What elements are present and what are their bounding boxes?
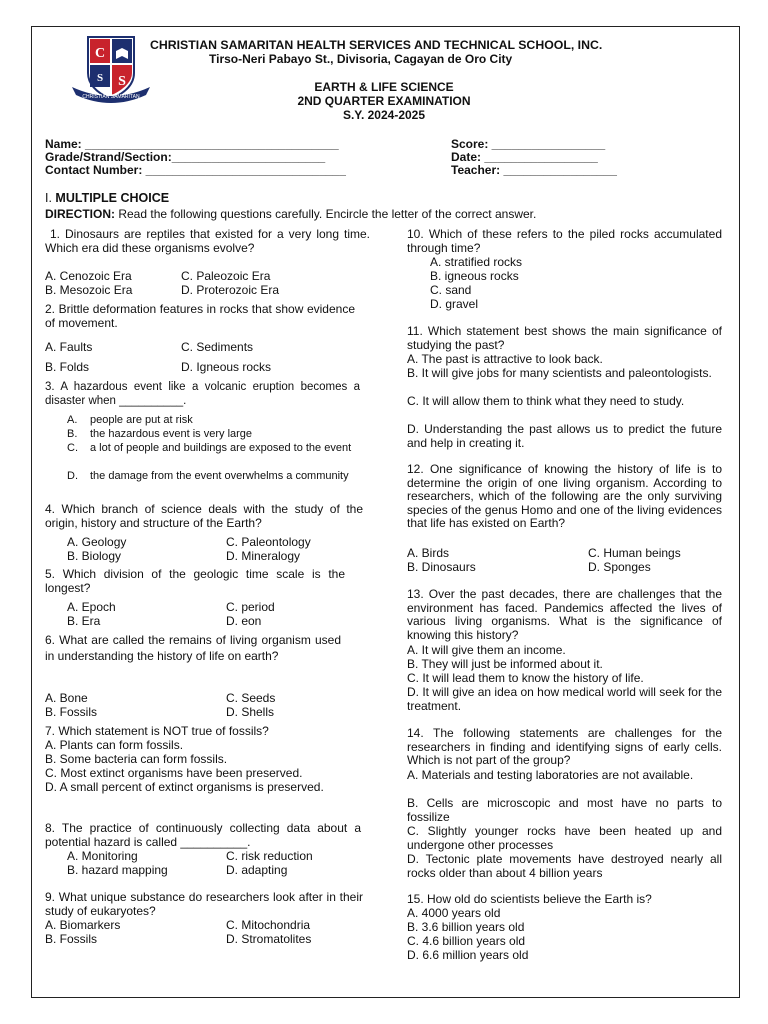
- q11-option-c[interactable]: C. It will allow them to think what they need to study.: [407, 394, 685, 408]
- contact-field[interactable]: Contact Number: ______________________________: [45, 163, 346, 177]
- grade-field[interactable]: Grade/Strand/Section:_______________________: [45, 150, 326, 164]
- q8-option-c[interactable]: C. risk reduction: [226, 849, 313, 863]
- q5-text: 5. Which division of the geologic time scale is the longest?: [45, 567, 345, 595]
- direction-text: Read the following questions carefully. Encircle the letter of the correct answer.: [115, 207, 537, 221]
- q7-text: 7. Which statement is NOT true of fossils?: [45, 724, 269, 738]
- q11-text: 11. Which statement best shows the main significance of studying the past?: [407, 324, 722, 352]
- q6-option-b[interactable]: B. Fossils: [45, 705, 98, 719]
- q3-letter-a[interactable]: A.: [67, 414, 78, 426]
- q10-option-c[interactable]: C. sand: [430, 283, 472, 297]
- q1-option-a[interactable]: A. Cenozoic Era: [45, 269, 132, 283]
- q10-text: 10. Which of these refers to the piled rocks accumulated through time?: [407, 227, 722, 255]
- directions: [45, 208, 536, 222]
- q1-option-c[interactable]: C. Paleozoic Era: [181, 269, 271, 283]
- q5-option-a[interactable]: A. Epoch: [67, 600, 116, 614]
- direction-label: DIRECTION:: [45, 207, 115, 221]
- q9-option-a[interactable]: A. Biomarkers: [45, 918, 121, 932]
- date-field[interactable]: Date: _________________: [451, 150, 598, 164]
- q12-option-d[interactable]: D. Sponges: [588, 560, 651, 574]
- q7-option-d[interactable]: D. A small percent of extinct organisms is preserved.: [45, 780, 324, 794]
- q3-option-c[interactable]: a lot of people and buildings are exposed to the event: [90, 442, 352, 454]
- q11-option-a[interactable]: A. The past is attractive to look back.: [407, 352, 603, 366]
- section-number: I.: [45, 191, 56, 205]
- q8-option-b[interactable]: B. hazard mapping: [67, 863, 168, 877]
- q4-option-d[interactable]: D. Mineralogy: [226, 549, 301, 563]
- q8-option-a[interactable]: A. Monitoring: [67, 849, 138, 863]
- q1-option-b[interactable]: B. Mesozoic Era: [45, 283, 133, 297]
- q11-option-d[interactable]: D. Understanding the past allows us to predict the future and help in creating it.: [407, 422, 722, 450]
- q2-option-a[interactable]: A. Faults: [45, 340, 93, 354]
- q9-option-b[interactable]: B. Fossils: [45, 932, 98, 946]
- q7-option-b[interactable]: B. Some bacteria can form fossils.: [45, 752, 228, 766]
- q15-option-d[interactable]: D. 6.6 million years old: [407, 948, 529, 962]
- q10-option-d[interactable]: D. gravel: [430, 297, 479, 311]
- q5-option-c[interactable]: C. period: [226, 600, 275, 614]
- q6-option-a[interactable]: A. Bone: [45, 691, 88, 705]
- q7-option-a[interactable]: A. Plants can form fossils.: [45, 738, 184, 752]
- exam-subject: EARTH & LIFE SCIENCE: [314, 80, 454, 94]
- q14-text: 14. The following statements are challenges for the researchers in finding and identifying signs of early cells. Which is not part of the group?: [407, 726, 722, 768]
- q12-option-b[interactable]: B. Dinosaurs: [407, 560, 476, 574]
- q9-option-c[interactable]: C. Mitochondria: [226, 918, 311, 932]
- q4-option-a[interactable]: A. Geology: [67, 535, 127, 549]
- q6-option-c[interactable]: C. Seeds: [226, 691, 276, 705]
- q1-option-d[interactable]: D. Proterozoic Era: [181, 283, 280, 297]
- q3-option-d[interactable]: the damage from the event overwhelms a community: [90, 470, 349, 482]
- q12-option-c[interactable]: C. Human beings: [588, 546, 681, 560]
- q3-letter-d[interactable]: D.: [67, 470, 78, 482]
- q15-option-c[interactable]: C. 4.6 billion years old: [407, 934, 526, 948]
- q3-option-a[interactable]: people are put at risk: [90, 414, 193, 426]
- q3-text: 3. A hazardous event like a volcanic eruption becomes a disaster when __________.: [45, 381, 360, 407]
- q15-option-a[interactable]: A. 4000 years old: [407, 906, 501, 920]
- q4-option-c[interactable]: C. Paleontology: [226, 535, 311, 549]
- logo-letter-s: S: [118, 74, 126, 89]
- q2-text: 2. Brittle deformation features in rocks that show evidence of movement.: [45, 302, 355, 330]
- q12-text: 12. One significance of knowing the history of life is to determine the origin of one living organism. According to researchers, which of the following are the only surviving species of the genus Homo and one of the living evidences that life has existed on Earth?: [407, 462, 722, 531]
- q13-option-b[interactable]: B. They will just be informed about it.: [407, 657, 603, 671]
- q6-option-d[interactable]: D. Shells: [226, 705, 275, 719]
- name-field[interactable]: Name: ______________________________________: [45, 137, 339, 151]
- q3-option-b[interactable]: the hazardous event is very large: [90, 428, 253, 440]
- logo-letter-c: C: [94, 46, 106, 61]
- q4-text: 4. Which branch of science deals with the study of the origin, history and structure of the Earth?: [45, 502, 363, 530]
- q10-option-b[interactable]: B. igneous rocks: [430, 269, 519, 283]
- section-heading: [45, 192, 169, 206]
- q12-option-a[interactable]: A. Birds: [407, 546, 450, 560]
- q14-option-d[interactable]: D. Tectonic plate movements have destroyed nearly all rocks older than about 4 billion years: [407, 852, 722, 880]
- q6-text: 6. What are called the remains of living organism used in understanding the history of life on earth?: [45, 633, 341, 663]
- q15-option-b[interactable]: B. 3.6 billion years old: [407, 920, 525, 934]
- school-year: S.Y. 2024-2025: [342, 108, 426, 122]
- q15-text: 15. How old do scientists believe the Earth is?: [407, 892, 652, 906]
- q13-option-c[interactable]: C. It will lead them to know the history of life.: [407, 671, 644, 685]
- logo-banner-text: CHRISTIAN SAMARITAN: [82, 94, 140, 100]
- section-title: MULTIPLE CHOICE: [55, 191, 170, 205]
- logo-letter-s2: S: [96, 72, 104, 84]
- q4-option-b[interactable]: B. Biology: [67, 549, 122, 563]
- q14-option-a[interactable]: A. Materials and testing laboratories are not available.: [407, 768, 694, 782]
- q3-letter-c[interactable]: C.: [67, 442, 78, 454]
- q1-text: 1. Dinosaurs are reptiles that existed for a very long time. Which era did these organisms evolve?: [45, 227, 370, 255]
- q13-text: 13. Over the past decades, there are challenges that the environment has faced. Pandemics affected the lives of various living organisms. What is the significance of knowing this history?: [407, 587, 722, 642]
- q3-letter-b[interactable]: B.: [67, 428, 78, 440]
- teacher-field[interactable]: Teacher: _________________: [451, 163, 617, 177]
- q14-option-c[interactable]: C. Slightly younger rocks have been heated up and undergone other processes: [407, 824, 722, 852]
- q9-option-d[interactable]: D. Stromatolites: [226, 932, 312, 946]
- q2-option-c[interactable]: C. Sediments: [181, 340, 254, 354]
- q13-option-d[interactable]: D. It will give an idea on how medical world will seek for the treatment.: [407, 685, 722, 713]
- score-field[interactable]: Score: _________________: [451, 137, 606, 151]
- q5-option-d[interactable]: D. eon: [226, 614, 262, 628]
- q8-text: 8. The practice of continuously collecting data about a potential hazard is called __________.: [45, 821, 361, 849]
- q9-text: 9. What unique substance do researchers look after in their study of eukaryotes?: [45, 890, 363, 918]
- q7-option-c[interactable]: C. Most extinct organisms have been preserved.: [45, 766, 303, 780]
- q2-option-b[interactable]: B. Folds: [45, 360, 90, 374]
- school-address: Tirso-Neri Pabayo St., Divisoria, Cagayan de Oro City: [209, 52, 513, 66]
- q14-option-b[interactable]: B. Cells are microscopic and most have no parts to fossilize: [407, 796, 722, 824]
- q2-option-d[interactable]: D. Igneous rocks: [181, 360, 272, 374]
- school-name: CHRISTIAN SAMARITAN HEALTH SERVICES AND TECHNICAL SCHOOL, INC.: [150, 38, 603, 52]
- q5-option-b[interactable]: B. Era: [67, 614, 101, 628]
- q8-option-d[interactable]: D. adapting: [226, 863, 288, 877]
- q13-option-a[interactable]: A. It will give them an income.: [407, 643, 566, 657]
- q10-option-a[interactable]: A. stratified rocks: [430, 255, 523, 269]
- exam-title: 2ND QUARTER EXAMINATION: [297, 94, 471, 108]
- q11-option-b[interactable]: B. It will give jobs for many scientists and paleontologists.: [407, 366, 712, 380]
